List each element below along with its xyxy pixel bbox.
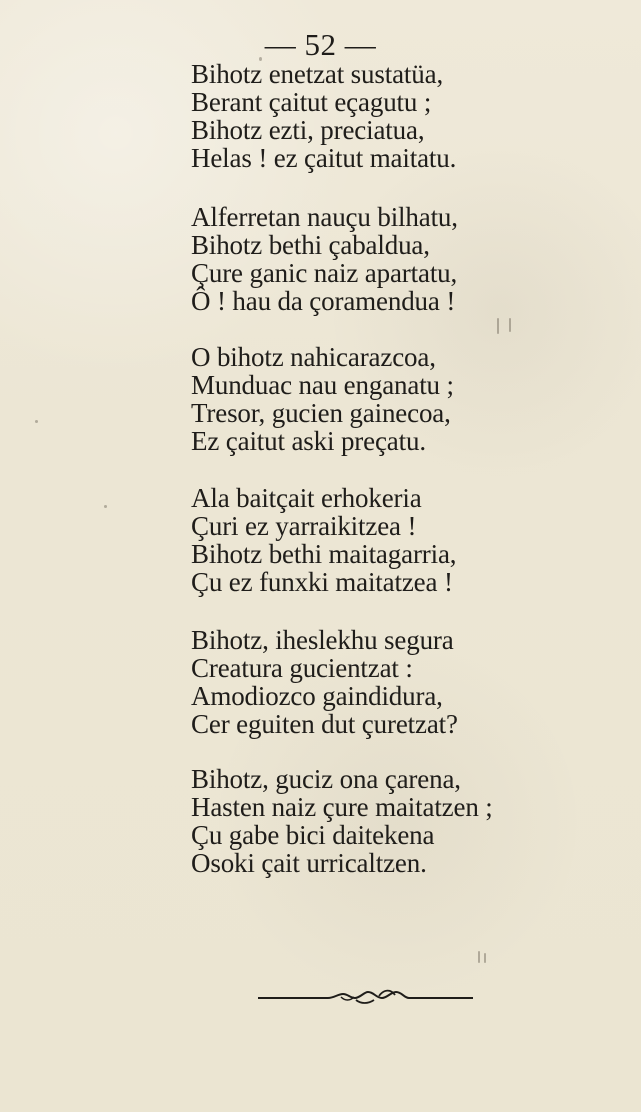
stanza-4 [191, 484, 521, 596]
stanza-line: Çu ez funxki maitatzea ! [191, 567, 453, 597]
stanza-line: Bihotz bethi maitagarria, [191, 539, 457, 569]
stanza-line: Bihotz, iheslekhu segura [191, 625, 454, 655]
stanza-line: Bihotz ezti, preciatua, [191, 115, 425, 145]
stanza-line: Bihotz bethi çabaldua, [191, 230, 430, 260]
stanza-line: Bihotz enetzat sustatüa, [191, 59, 444, 89]
stanza-line: Ala baitçait erhokeria [191, 483, 422, 513]
stanza-line: Çuri ez yarraikitzea ! [191, 511, 417, 541]
stanza-line: Tresor, gucien gainecoa, [191, 398, 451, 428]
stanza-line: O bihotz nahicarazcoa, [191, 342, 436, 372]
stanza-line: Cer eguiten dut çuretzat? [191, 709, 458, 739]
stanza-1 [191, 60, 521, 172]
stanza-line: Çure ganic naiz apartatu, [191, 258, 458, 288]
stanza-line: Creatura gucientzat : [191, 653, 413, 683]
stanza-line: Hasten naiz çure maitatzen ; [191, 792, 493, 822]
paper-speck [484, 953, 486, 963]
paper-speck [497, 318, 499, 334]
stanza-line: Amodiozco gaindidura, [191, 681, 443, 711]
stanza-line: Berant çaitut eçagutu ; [191, 87, 432, 117]
stanza-line: Ô ! hau da çoramendua ! [191, 286, 456, 316]
stanza-line: Bihotz, guciz ona çarena, [191, 764, 461, 794]
page-number: — 52 — [264, 27, 377, 62]
decorative-rule-ornament [258, 984, 473, 1010]
stanza-line: Osoki çait urricaltzen. [191, 848, 427, 878]
stanza-line: Helas ! ez çaitut maitatu. [191, 143, 457, 173]
stanza-5 [191, 626, 521, 738]
stanza-line: Munduac nau enganatu ; [191, 370, 454, 400]
stanza-6 [191, 765, 521, 877]
paper-speck [104, 505, 107, 508]
stanza-line: Ez çaitut aski preçatu. [191, 426, 426, 456]
stanza-line: Alferretan nauçu bilhatu, [191, 202, 458, 232]
paper-speck [35, 420, 38, 423]
paper-speck [478, 951, 480, 963]
stanza-2 [191, 203, 521, 315]
stanza-line: Çu gabe bici daitekena [191, 820, 435, 850]
paper-speck [259, 57, 262, 61]
stanza-3 [191, 343, 521, 455]
paper-speck [509, 318, 511, 332]
